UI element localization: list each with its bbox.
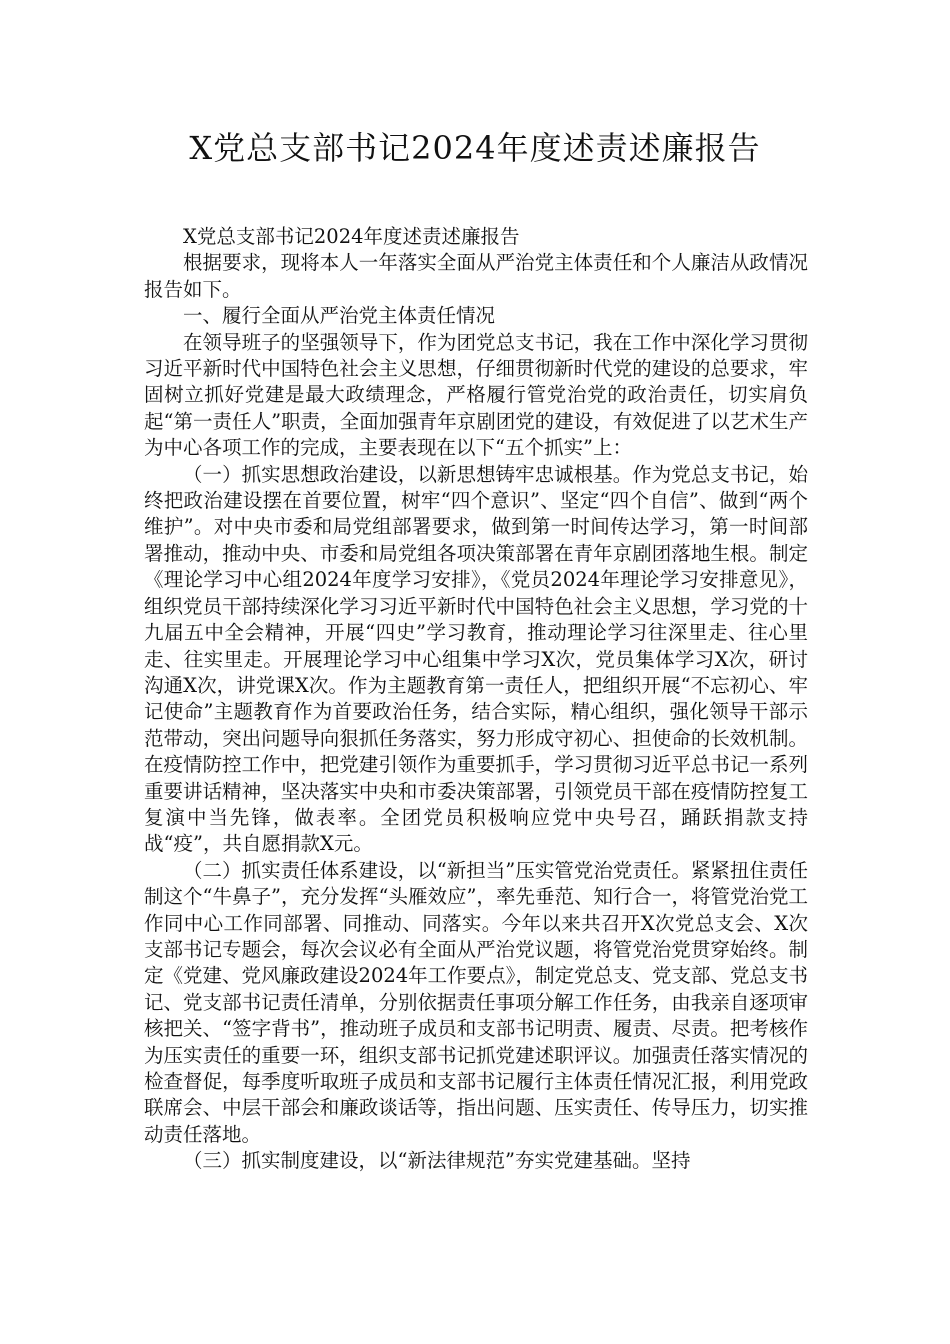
paragraph: （三）抓实制度建设，以“新法律规范”夯实党建基础。坚持 [183,1149,691,1173]
document-title: X党总支部书记2024年度述责述廉报告 [189,129,761,167]
intro-paragraph: 根据要求，现将本人一年落实全面从严治党主体责任和个人廉洁从政情况报告如下。 [144,251,808,301]
paragraph: （二）抓实责任体系建设，以“新担当”压实管党治党责任。紧紧扭住责任制这个“牛鼻子”，充分发挥“头雁效应”，率先垂范、知行合一，将管党治党工作同中心工作同部署、同推动、同落实。今年以来共召开X次党总支会、X次支部书记专题会，每次会议必有全面从严治党议题，将管党治党贯穿始终。制定《党建、党风廉政建设2024年工作要点》，制定党总支、党支部、党总支书记、党支部书记责任清单，分别依据责任事项分解工作任务，由我亲自逐项审核把关、“签字背书”，推动班子成员和支部书记明责、履责、尽责。把考核作为压实责任的重要一环，组织支部书记抓党建述职评议。加强责任落实情况的检查督促，每季度听取班子成员和支部书记履行主体责任情况汇报，利用党政联席会、中层干部会和廉政谈话等，指出问题、压实责任、传导压力，切实推动责任落地。 [144,858,808,1146]
section-heading: 一、履行全面从严治党主体责任情况 [183,304,496,328]
paragraph: （一）抓实思想政治建设，以新思想铸牢忠诚根基。作为党总支书记，始终把政治建设摆在首要位置，树牢“四个意识”、坚定“四个自信”、做到“两个维护”。对中央市委和局党组部署要求，做到第一时间传达学习，第一时间部署推动，推动中央、市委和局党组各项决策部署在青年京剧团落地生根。制定《理论学习中心组2024年度学习安排》，《党员2024年理论学习安排意见》，组织党员干部持续深化学习习近平新时代中国特色社会主义思想，学习党的十九届五中全会精神，开展“四史”学习教育，推动理论学习往深里走、往心里走、往实里走。开展理论学习中心组集中学习X次，党员集体学习X次，研讨沟通X次，讲党课X次。作为主题教育第一责任人，把组织开展“不忘初心、牢记使命”主题教育作为首要政治任务，结合实际，精心组织，强化领导干部示范带动，突出问题导向狠抓任务落实，努力形成守初心、担使命的长效机制。在疫情防控工作中，把党建引领作为重要抓手，学习贯彻习近平总书记一系列重要讲话精神，坚决落实中央和市委决策部署，引领党员干部在疫情防控复工复演中当先锋，做表率。全团党员积极响应党中央号召，踊跃捐款支持战“疫”，共自愿捐款X元。 [144,462,808,856]
document-body [144,224,808,1175]
paragraph: 在领导班子的坚强领导下，作为团党总支书记，我在工作中深化学习贯彻习近平新时代中国特色社会主义思想，仔细贯彻新时代党的建设的总要求，牢固树立抓好党建是最大政绩理念，严格履行管党治党的政治责任，切实肩负起“第一责任人”职责，全面加强青年京剧团党的建设，有效促进了以艺术生产为中心各项工作的完成，主要表现在以下“五个抓实”上： [144,330,808,460]
body-subtitle: X党总支部书记2024年度述责述廉报告 [183,225,520,248]
